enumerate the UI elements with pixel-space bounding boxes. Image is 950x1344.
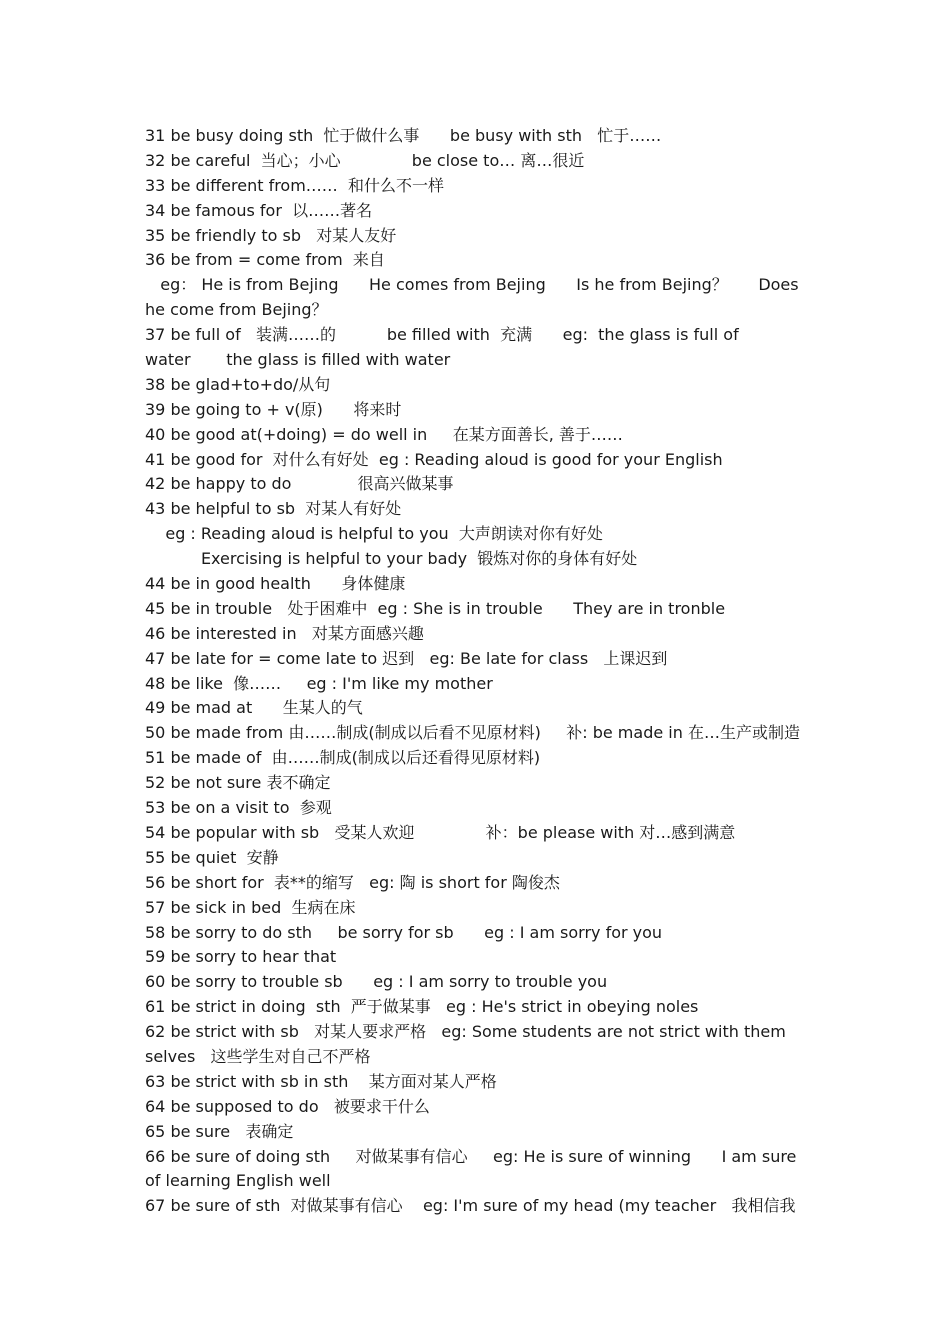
text-line: 59 be sorry to hear that (145, 947, 337, 967)
text-line: eg : Reading aloud is helpful to you 大声朗读对你有好处 (145, 524, 603, 544)
text-line: 37 be full of 装满……的 be filled with 充满 eg: the glass is full of (145, 325, 739, 345)
text-line: 56 be short for 表**的缩写 eg: 陶 is short for 陶俊杰 (145, 872, 560, 892)
text-line: 53 be on a visit to 参观 (145, 798, 332, 818)
text-line: 66 be sure of doing sth 对做某事有信心 eg: He is sure of winning I am sure (145, 1146, 797, 1166)
text-line: selves 这些学生对自己不严格 (145, 1046, 371, 1066)
text-line: 44 be in good health 身体健康 (145, 574, 406, 594)
text-line: 42 be happy to do 很高兴做某事 (145, 474, 454, 494)
text-line: 40 be good at(+doing) = do well in 在某方面善长, 善于…… (145, 424, 623, 444)
text-line: 65 be sure 表确定 (145, 1121, 294, 1141)
text-line: 36 be from = come from 来自 (145, 250, 385, 270)
text-line: 55 be quiet 安静 (145, 847, 279, 867)
text-line: 51 be made of 由……制成(制成以后还看得见原材料) (145, 748, 541, 768)
text-line: 64 be supposed to do 被要求干什么 (145, 1096, 430, 1116)
text-line: 34 be famous for 以……著名 (145, 200, 373, 220)
text-line: 31 be busy doing sth 忙于做什么事 be busy with sth 忙于…… (145, 126, 662, 145)
text-line: 33 be different from…… 和什么不一样 (145, 175, 444, 195)
text-line: 62 be strict with sb 对某人要求严格 eg: Some students are not strict with them (145, 1022, 786, 1042)
text-line: 67 be sure of sth 对做某事有信心 eg: I'm sure of my head (my teacher 我相信我 (145, 1196, 796, 1216)
text-line: 47 be late for = come late to 迟到 eg: Be late for class 上课迟到 (145, 648, 668, 668)
text-line: 38 be glad+to+do/从句 (145, 374, 331, 394)
text-line: 49 be mad at 生某人的气 (145, 698, 363, 718)
text-line: 43 be helpful to sb 对某人有好处 (145, 499, 402, 519)
text-line: 61 be strict in doing sth 严于做某事 eg : He's strict in obeying noles (145, 997, 699, 1017)
text-line: 48 be like 像…… eg : I'm like my mother (145, 673, 493, 693)
text-line: 60 be sorry to trouble sb eg : I am sorry to trouble you (145, 972, 608, 992)
text-line: 39 be going to + v(原) 将来时 (145, 399, 402, 419)
text-line: he come from Bejing？ (145, 300, 328, 320)
text-line: water the glass is filled with water (145, 350, 451, 370)
text-line: Exercising is helpful to your bady 锻炼对你的身体有好处 (145, 549, 638, 569)
text-line: 32 be careful 当心；小心 be close to… 离…很近 (145, 150, 585, 170)
text-line: eg： He is from Bejing He comes from Bejing Is he from Bejing？ Does (145, 275, 799, 295)
text-line: 45 be in trouble 处于困难中 eg : She is in trouble They are in tronble (145, 598, 726, 618)
document-body (145, 124, 815, 1219)
text-line: 54 be popular with sb 受某人欢迎 补：be please with 对…感到满意 (145, 822, 736, 842)
text-line: 41 be good for 对什么有好处 eg : Reading aloud is good for your English (145, 449, 723, 469)
text-line: 46 be interested in 对某方面感兴趣 (145, 623, 424, 643)
text-line: 57 be sick in bed 生病在床 (145, 897, 356, 917)
text-line: 58 be sorry to do sth be sorry for sb eg : I am sorry for you (145, 922, 663, 942)
text-line: 63 be strict with sb in sth 某方面对某人严格 (145, 1071, 497, 1091)
text-line: 50 be made from 由……制成(制成以后看不见原材料) 补: be made in 在…生产或制造 (145, 723, 800, 743)
text-line: of learning English well (145, 1171, 331, 1191)
text-line: 35 be friendly to sb 对某人友好 (145, 225, 397, 245)
text-line: 52 be not sure 表不确定 (145, 773, 331, 793)
